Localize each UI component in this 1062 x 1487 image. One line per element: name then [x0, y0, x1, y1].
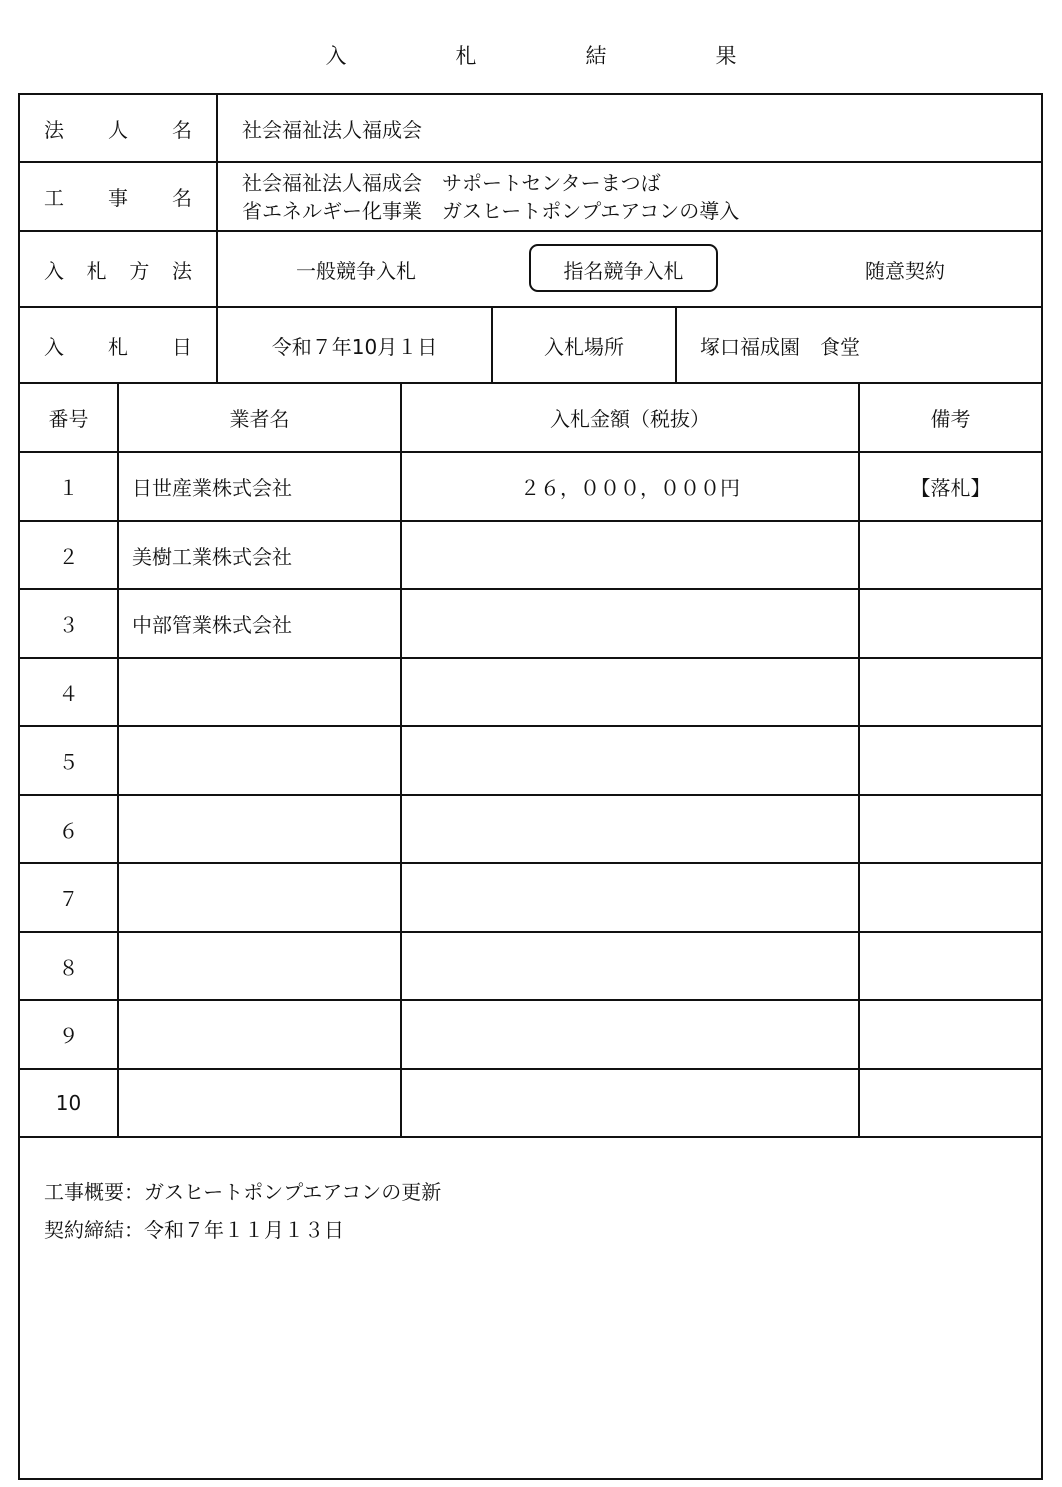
row-number: ４	[58, 681, 79, 706]
method-option-negotiated: 随意契約	[865, 258, 945, 283]
bid-place-label: 入札場所	[544, 334, 624, 359]
label-char: 工	[44, 186, 64, 210]
project-name-value	[242, 163, 1022, 230]
header-company: 業者名	[229, 407, 290, 431]
bid-date-label	[20, 308, 216, 382]
label-char: 札	[86, 258, 107, 283]
project-summary: 工事概要：ガスヒートポンプエアコンの更新	[44, 1179, 442, 1204]
row-company: 日世産業株式会社	[132, 476, 292, 500]
contract-date: 契約締結：令和７年１１月１３日	[44, 1217, 344, 1242]
project-name-line: 社会福祉法人福成会 サポートセンターまつば	[242, 170, 661, 195]
row-company: 美樹工業株式会社	[132, 544, 292, 569]
row-amount	[402, 522, 858, 588]
label-char: 法	[171, 258, 192, 283]
row-amount: ２６，０００，０００円	[520, 476, 740, 500]
row-number: １	[58, 476, 79, 500]
row-number: ３	[58, 613, 79, 637]
label-char: 日	[172, 334, 192, 359]
divider	[18, 931, 1043, 933]
row-number: ５	[58, 750, 79, 774]
corp-name-value: 社会福祉法人福成会	[242, 117, 422, 142]
label-char: 入	[44, 334, 64, 359]
divider	[18, 999, 1043, 1001]
header-amount: 入札金額（税抜）	[550, 407, 710, 431]
row-company: 中部管業株式会社	[132, 613, 292, 637]
row-amount	[402, 590, 858, 657]
project-name-label	[20, 163, 216, 230]
divider	[675, 306, 677, 383]
header-note: 備考	[930, 407, 971, 431]
row-note	[860, 522, 1041, 588]
method-option-designated: 指名競争入札	[563, 258, 684, 283]
divider	[18, 657, 1043, 659]
corp-name-label	[20, 95, 216, 161]
row-note: 【落札】	[910, 476, 991, 500]
label-char: 入	[44, 258, 64, 283]
row-number: ８	[58, 955, 79, 980]
row-number: ６	[58, 818, 79, 843]
row-note	[860, 590, 1041, 657]
divider	[117, 382, 119, 1137]
document-title: 入 札 結 果	[325, 44, 781, 68]
row-number: ２	[58, 544, 79, 569]
divider	[18, 862, 1043, 864]
label-char: 名	[172, 186, 192, 210]
label-char: 人	[108, 117, 128, 142]
label-char: 札	[108, 334, 128, 359]
row-number: ９	[58, 1024, 79, 1048]
label-char: 名	[172, 117, 192, 142]
divider	[18, 1068, 1043, 1070]
label-char: 法	[44, 117, 64, 142]
bid-date-value: 令和７年10月１日	[271, 334, 438, 359]
row-number: 10	[55, 1091, 82, 1115]
divider	[18, 725, 1043, 727]
divider	[18, 1136, 1043, 1138]
divider	[18, 794, 1043, 796]
label-char: 事	[108, 186, 128, 210]
header-number: 番号	[48, 407, 89, 431]
method-option-general: 一般競争入札	[296, 258, 416, 283]
row-number: ７	[58, 887, 79, 911]
label-char: 方	[129, 258, 150, 283]
project-name-line: 省エネルギー化事業 ガスヒートポンプエアコンの導入	[242, 198, 740, 223]
bid-place-value: 塚口福成園 食堂	[700, 334, 860, 359]
bid-method-label	[20, 232, 216, 306]
